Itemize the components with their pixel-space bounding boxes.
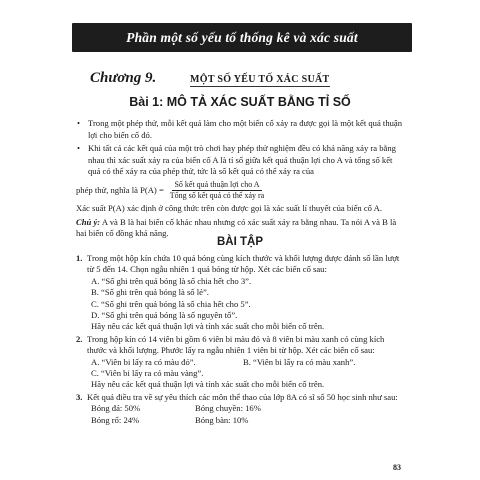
- exercise-text: Trong một hộp kín chứa 10 quả bóng cùng kích thước và khối lượng được đánh số lần lượt từ 5 đến 14. Chọn ngẫu nhiên 1 quả bóng từ hộp. Xét các biến cố sau:: [87, 253, 400, 275]
- exercise-1: [76, 253, 406, 333]
- exercise-number: 3.: [76, 391, 83, 402]
- note-label: Chú ý:: [76, 216, 101, 227]
- survey-row: [87, 403, 406, 414]
- exercise-option: C. “Viên bi lấy ra có màu vàng”.: [91, 368, 204, 379]
- chapter-number: Chương 9.: [90, 70, 157, 86]
- exercise-option: A. “Số ghi trên quả bóng là số chia hết cho 3”.: [91, 275, 252, 286]
- exercise-number: 1.: [76, 253, 83, 263]
- exercise-number: 2.: [76, 333, 83, 344]
- probability-formula: [76, 180, 406, 201]
- theory-section: [76, 118, 406, 242]
- survey-item: Bóng chuyền: 16%: [195, 403, 261, 414]
- formula-denominator: Tổng số kết quả có thể xảy ra: [169, 190, 265, 200]
- theory-paragraph: • Khi tất cả các kết quả của một trò chơi hay phép thử nghiệm đều có khả năng xảy ra bằng nhau thì xác suất xảy ra của biến cố A là tỉ số giữa kết quả thuận lợi cho A và tổng số kết quả có thể xảy ra của phép thử, tức là số kết quả có thể xảy ra của: [77, 143, 396, 177]
- exercise-option: D. “Số ghi trên quả bóng là số nguyên tố”.: [91, 310, 238, 321]
- formula-numerator: Số kết quả thuận lợi cho A: [174, 179, 260, 189]
- exercise-2: [76, 334, 406, 391]
- theory-paragraph: Xác suất P(A) xác định ở công thức trên còn được gọi là xác suất lí thuyết của biến cố A.: [76, 202, 382, 213]
- survey-row: [87, 415, 406, 426]
- exercise-3: [76, 392, 406, 426]
- chapter-title: MỘT SỐ YẾU TỐ XÁC SUẤT: [190, 74, 330, 85]
- chapter-underline: [190, 86, 330, 87]
- exercise-text: Kết quả điều tra về sự yêu thích các môn thể thao của lớp 8A có sĩ số 50 học sinh như sau:: [87, 391, 398, 402]
- exercise-option: A. “Viên bi lấy ra có màu đỏ”.: [91, 356, 196, 367]
- page-number: 83: [393, 463, 401, 472]
- chapter-heading: [90, 70, 330, 87]
- section-banner: Phần một số yếu tố thống kê và xác suất: [72, 23, 412, 52]
- exercise-option: B. “Số ghi trên quả bóng là số lẻ”.: [91, 287, 209, 298]
- survey-item: Bóng rổ: 24%: [91, 414, 140, 425]
- theory-paragraph: • Trong một phép thử, mỗi kết quả làm cho một biến cố xảy ra được gọi là một kết quả thuận lợi cho biến cố đó.: [77, 118, 403, 140]
- note-text: A và B là hai biến cố khác nhau nhưng có xác suất xảy ra bằng nhau. Ta nói A và B là hai biến cố đồng khả năng.: [76, 216, 397, 239]
- survey-item: Bóng bàn: 10%: [195, 414, 249, 425]
- exercise-option: B. “Viên bi lấy ra có màu xanh”.: [243, 356, 356, 367]
- formula-fraction: [168, 180, 266, 201]
- lesson-title: Bài 1: MÔ TẢ XÁC SUẤT BẰNG TỈ SỐ: [129, 95, 351, 109]
- exercise-option: C. “Số ghi trên quả bóng là số chia hết cho 5”.: [91, 298, 251, 309]
- exercise-closing: Hãy nêu các kết quả thuận lợi và tính xác suất cho mỗi biến cố trên.: [91, 379, 325, 390]
- survey-item: Bóng đá: 50%: [91, 403, 141, 414]
- exercise-list: [76, 253, 406, 427]
- bullet-icon: •: [77, 143, 81, 154]
- exercise-text: Trong hộp kín có 14 viên bi gồm 6 viên bi màu đỏ và 8 viên bi màu xanh có cùng kích thước và khối lượng. Phước lấy ra ngẫu nhiên 1 viên bi từ hộp. Xét các biến cố sau:: [87, 333, 385, 356]
- exercise-option-row: [87, 357, 406, 368]
- bullet-icon: •: [77, 118, 81, 128]
- exercise-heading: BÀI TẬP: [217, 236, 263, 248]
- formula-lead: phép thử, nghĩa là P(A) =: [76, 184, 164, 195]
- exercise-closing: Hãy nêu các kết quả thuận lợi và tính xác suất cho mỗi biến cố trên.: [91, 321, 325, 332]
